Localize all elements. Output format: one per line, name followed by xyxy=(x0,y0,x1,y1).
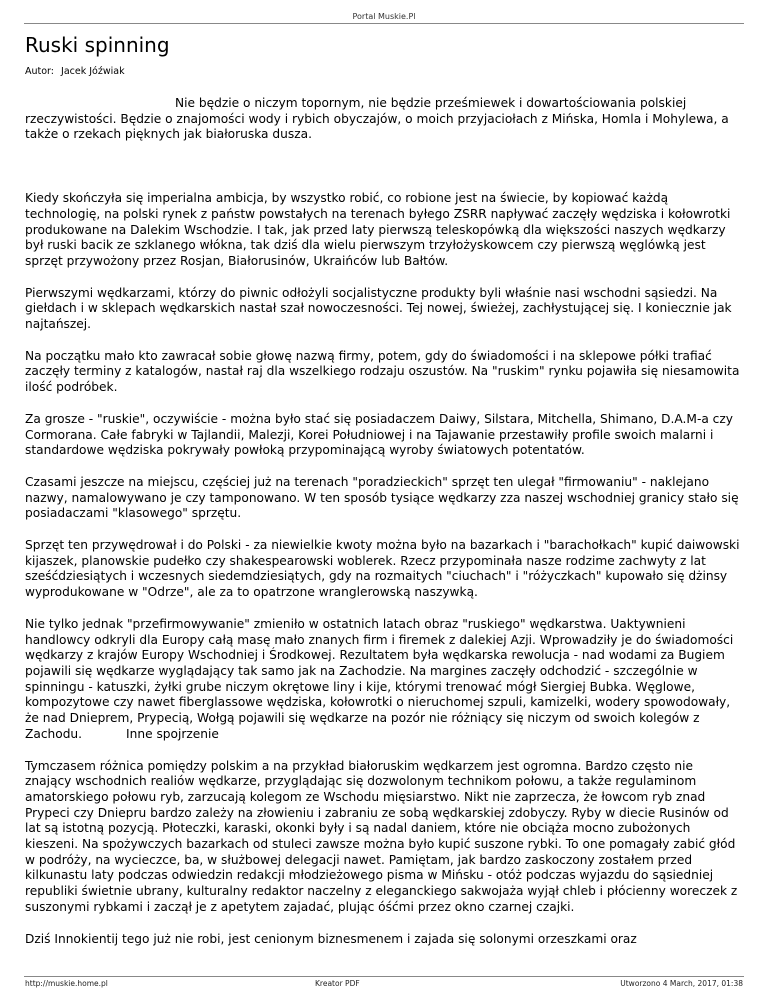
article-paragraph: Pierwszymi wędkarzami, którzy do piwnic odłożyli socjalistyczne produkty byli właśnie nasi wschodni sąsiedzi. Na giełdach i w sklepach wędkarskich nastał szał nowoczesności. Tej nowej, świeżej, zachłystującej się. I koniecznie jak najtańszej. xyxy=(25,285,732,332)
footer-created: Utworzono 4 March, 2017, 01:38 xyxy=(620,979,743,988)
page-header-site: Portal Muskie.Pl xyxy=(352,12,416,21)
subheading-inline: Inne spojrzenie xyxy=(126,726,219,741)
article-lead: Nie będzie o niczym topornym, nie będzie prześmiewek i dowartościowania polskiej rzeczywistości. Będzie o znajomości wody i rybich obyczajów, o moich przyjaciołach z Mińska, Homla i Mohylewa, a także o rzekach pięknych jak białoruska dusza. xyxy=(25,96,729,142)
page-footer xyxy=(25,979,743,991)
article-paragraph: Na początku mało kto zawracał sobie głowę nazwą firmy, potem, gdy do świadomości i na sklepowe półki trafiać zaczęły terminy z katalogów, nastał raj dla wszelkiego rodzaju oszustów. Na "ruskim" rynku pojawiła się niesamowita ilość podróbek. xyxy=(25,348,740,395)
footer-divider xyxy=(24,976,744,977)
article-paragraph: Tymczasem różnica pomiędzy polskim a na przykład białoruskim wędkarzem jest ogromna. Bardzo często nie znający wschodnich realiów wędkarze, przyglądając się dozwolonym technikom połowu, a także regulaminom amatorskiego połowu ryb, zarzucają kolegom ze Wschodu mięsiarstwo. Nikt nie zaprzecza, że łowcom ryb znad Prypeci czy Dniepru bardzo zależy na złowieniu i zabraniu ze sobą wędkarskiej zdobyczy. Ryby w diecie Rusinów od lat są istotną pozycją. Płoteczki, karaski, okonki były i są nadal daniem, które nie obciąża mocno zubożonych kieszeni. Na spożywczych bazarkach od stuleci zawsze można było kupić suszone rybki. To one pomagały zabić głód w podróży, na wycieczce, ba, w służbowej delegacji nawet. Pamiętam, jak bardzo zaskoczony zostałem przed kilkunastu laty podczas odwiedzin redakcji młodzieżowego pisma w Mińsku - otóż podczas wyjazdu do sąsiedniej republiki świetnie ubrany, kulturalny redaktor naczelny z eleganckiego sakwojaża wyjął chleb i płócienny woreczek z suszonymi rybkami i zaczął je z apetytem zajadać, plując óśćmi przez okno czarnej czajki. xyxy=(25,758,738,914)
author-name: Jacek Jóźwiak xyxy=(61,66,125,77)
article-paragraph: Czasami jeszcze na miejscu, częściej już na terenach "poradzieckich" sprzęt ten ulegał "firmowaniu" - naklejano nazwy, namalowywano je czy tamponowano. W ten sposób tysiące wędkarzy zza naszej wschodniej granicy stało się posiadaczami "klasowego" sprzętu. xyxy=(25,474,739,521)
author-line xyxy=(25,66,125,77)
footer-url: http://muskie.home.pl xyxy=(25,979,108,988)
article-paragraph: Dziś Innokientij tego już nie robi, jest cenionym biznesmenem i zajada się solonymi orzeszkami oraz xyxy=(25,931,637,946)
article-paragraph: Kiedy skończyła się imperialna ambicja, by wszystko robić, co robione jest na świecie, by kopiować każdą technologię, na polski rynek z państw powstałych na terenach byłego ZSRR napływać zaczęły wędziska i kołowrotki produkowane na Dalekim Wschodzie. I tak, jak przed laty pierwszą teleskopówką dla większości naszych wędkarzy był ruski bacik ze szklanego włókna, tak dziś dla wielu pierwszym trzyłożyskowcem czy pierwszą węglówką jest sprzęt przywożony przez Rosjan, Białorusinów, Ukraińców lub Bałtów. xyxy=(25,191,731,268)
article-body xyxy=(25,96,741,963)
header-divider xyxy=(24,23,744,24)
article-paragraph: Za grosze - "ruskie", oczywiście - można było stać się posiadaczem Daiwy, Silstara, Mitchella, Shimano, D.A.M-a czy Cormorana. Całe fabryki w Tajlandii, Malezji, Korei Południowej i na Tajawanie przestawiły profile swoich malarni i standardowe wędziska pokrywały powłoką przypominającą wyroby światowych potentatów. xyxy=(25,411,733,458)
author-label: Autor: xyxy=(25,66,54,77)
article-paragraph: Sprzęt ten przywędrował i do Polski - za niewielkie kwoty można było na bazarkach i "barachołkach" kupić daiwowski kijaszek, planowskie pudełko czy shakespearowski woblerek. Rzecz przypominała nasze rodzime zachwyty z lat sześćdziesiątych i wczesnych siedemdziesiątych, gdy na rozmaitych "ciuchach" i "różyczkach" kupowało się dżinsy wyprodukowane w "Odrze", ale za to opatrzone wranglerowską naszywką. xyxy=(25,538,740,600)
article-paragraph-text: Nie tylko jednak "przefirmowywanie" zmieniło w ostatnich latach obraz "ruskiego" wędkarstwa. Uaktywnieni handlowcy odkryli dla Europy całą masę mało znanych firm i firemek z dalekiej Azji. Wprowadziły je do świadomości wędkarzy z krajów Europy Wschodniej i Środkowej. Rezultatem była wędkarska rewolucja - nad wodami za Bugiem pojawili się wędkarze wyglądający tak samo jak na Zachodzie. Na margines zaczęły odchodzić - szczególnie w spinningu - katuszki, żyłki grube niczym okrętowe liny i kije, którymi trenować mógł Siergiej Bubka. Węglowe, kompozytowe czy nawet fiberglassowe wędziska, kołowrotki o nieruchomej szpuli, kamizelki, wodery spowodowały, że nad Dnieprem, Prypecią, Wołgą pojawili się wędkarze na pozór nie różniący się niczym od swoich kolegów z Zachodu. xyxy=(25,616,734,741)
article-paragraph-with-subheading xyxy=(25,617,741,743)
footer-generator: Kreator PDF xyxy=(315,979,360,988)
article-title: Ruski spinning xyxy=(25,33,170,57)
